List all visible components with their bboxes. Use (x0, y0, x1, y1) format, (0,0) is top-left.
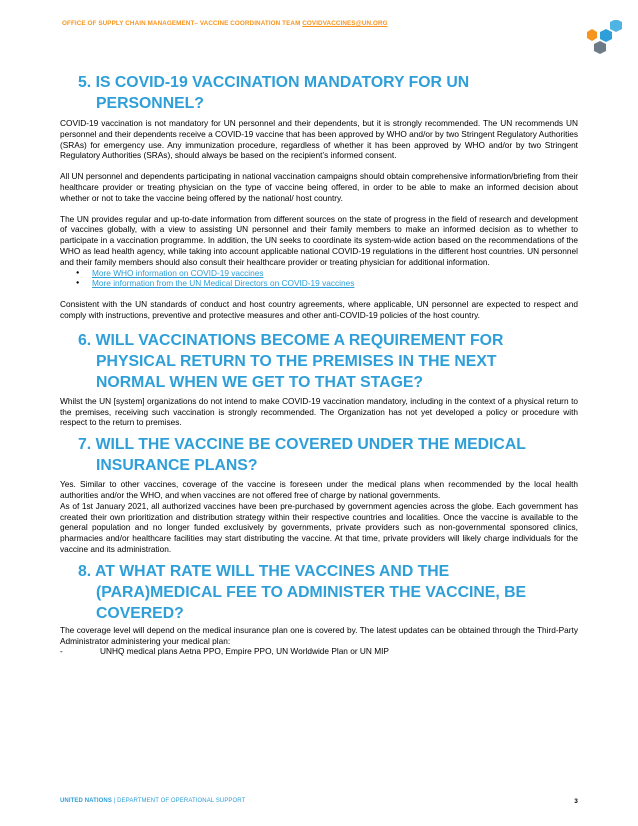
section-5-paragraph-4: Consistent with the UN standards of conduct and host country agreements, where applicable, UN personnel are expected to respect and comply with instructions, preventive and protective measures and other anti-COVID-19 policies of the host country. (60, 299, 578, 320)
section-7-title (78, 434, 578, 476)
hexagon-blue (600, 29, 612, 42)
page-footer (60, 798, 578, 804)
section-5-title-line2: PERSONNEL? (96, 95, 204, 112)
un-medical-directors-link[interactable]: More information from the UN Medical Directors on COVID-19 vaccines (92, 278, 355, 289)
section-5-link-list (60, 268, 578, 290)
list-item (92, 268, 578, 279)
list-item (92, 278, 578, 289)
section-5-title-line1: 5. IS COVID-19 VACCINATION MANDATORY FOR UN (78, 74, 470, 91)
hexagon-logo-icon (576, 20, 630, 62)
hexagon-light-blue (610, 20, 622, 32)
section-8-title-line2: (PARA)MEDICAL FEE TO ADMINISTER THE VACCINE, BE (96, 583, 527, 601)
footer-separator: | (111, 798, 118, 804)
section-6-title-line2: PHYSICAL RETURN TO THE PREMISES IN THE NEXT (96, 352, 497, 370)
section-8-title-line3: COVERED? (96, 604, 184, 622)
section-7-title-line1: 7. WILL THE VACCINE BE COVERED UNDER THE MEDICAL (78, 436, 526, 454)
page-number: 3 (574, 798, 578, 805)
footer-department: DEPARTMENT OF OPERATIONAL SUPPORT (117, 798, 246, 804)
page-header (62, 20, 388, 27)
section-6-paragraph-1: Whilst the UN [system] organizations do not intend to make COVID-19 vaccination mandatory, including in the context of a physical return to the premises, receiving such vaccination is strongly recommended. The Organization has not yet developed a policy or procedure with respect to the return to premises. (60, 395, 578, 428)
hexagon-orange (587, 29, 597, 41)
section-7-paragraph-2: As of 1st January 2021, all authorized vaccines have been pre-purchased by government agencies across the globe. Each government has created their own prioritization and distribution strategy within their respective countries and localities. Once the vaccine is available to the general population and no longer funded exclusively by governments, private providers such as non-governmental sponsored clinics, pharmacies and/or healthcare facilities may start distributing the vaccine. At that time, private providers will likely charge individuals for the vaccine and its administration. (60, 500, 578, 554)
section-7-paragraph-1: Yes. Similar to other vaccines, coverage of the vaccine is foreseen under the medical plans when recommended by the local health authorities and/or the WHO, and when vaccines are not offered free of charge by national governments. (60, 479, 578, 500)
section-6-title-line1: 6. WILL VACCINATIONS BECOME A REQUIREMENT FOR (78, 331, 504, 349)
header-text: OFFICE OF SUPPLY CHAIN MANAGEMENT– VACCINE COORDINATION TEAM (62, 20, 303, 27)
dash-marker: - (60, 646, 63, 657)
section-5-title (78, 72, 578, 114)
page-content (60, 64, 578, 657)
section-8-dash-item (60, 646, 578, 657)
section-6-title-line3: NORMAL WHEN WE GET TO THAT STAGE? (96, 373, 424, 391)
section-5-paragraph-3: The UN provides regular and up-to-date information from different sources on the state of progress in the field of research and development of vaccines globally, with a view to assisting UN personnel and their family members to make an informed decision as to whether to participate in a vaccination programme. In addition, the UN seeks to coordinate its system-wide action based on the recommendations of the WHO as lead health agency, while taking into account applicable national COVID-19 regulations in the different host countries. UN personnel and their family members should also consult their healthcare provider or treating physician for additional information. (60, 213, 578, 267)
header-email-link[interactable]: COVIDVACCINES@UN.ORG (302, 20, 388, 27)
section-5-paragraph-1: COVID-19 vaccination is not mandatory for UN personnel and their dependents, but it is strongly recommended. The UN recommends UN personnel and their dependents receive a COVID-19 vaccine that has been approved by WHO and/or by two Stringent Regulatory Authorities (SRAs) for emergency use. Any immunization procedure, regardless of whether it has been approved by WHO and/or by two Stringent Regulatory Authorities (SRAs), should always be based on the recipient’s informed consent. (60, 118, 578, 161)
section-8-paragraph-1: The coverage level will depend on the medical insurance plan one is covered by. The latest updates can be obtained through the Third-Party Administrator administering your medical plan: (60, 624, 578, 646)
footer-org: UNITED NATIONS (60, 798, 112, 804)
section-5-paragraph-2: All UN personnel and dependents participating in national vaccination campaigns should obtain comprehensive information/briefing from their healthcare provider or treating physician on the type of vaccine being offered, in order to be able to make an informed decision about whether or not to take the vaccine being offered by the national/ host country. (60, 171, 578, 203)
section-8-title-line1: 8. AT WHAT RATE WILL THE VACCINES AND THE (78, 562, 450, 580)
who-vaccine-info-link[interactable]: More WHO information on COVID-19 vaccines (92, 267, 264, 278)
dash-item-text: UNHQ medical plans Aetna PPO, Empire PPO, UN Worldwide Plan or UN MIP (100, 646, 389, 657)
section-6-title (78, 330, 578, 393)
section-8-title (78, 561, 578, 624)
hexagon-grey (594, 41, 606, 54)
section-7-title-line2: INSURANCE PLANS? (96, 457, 258, 475)
